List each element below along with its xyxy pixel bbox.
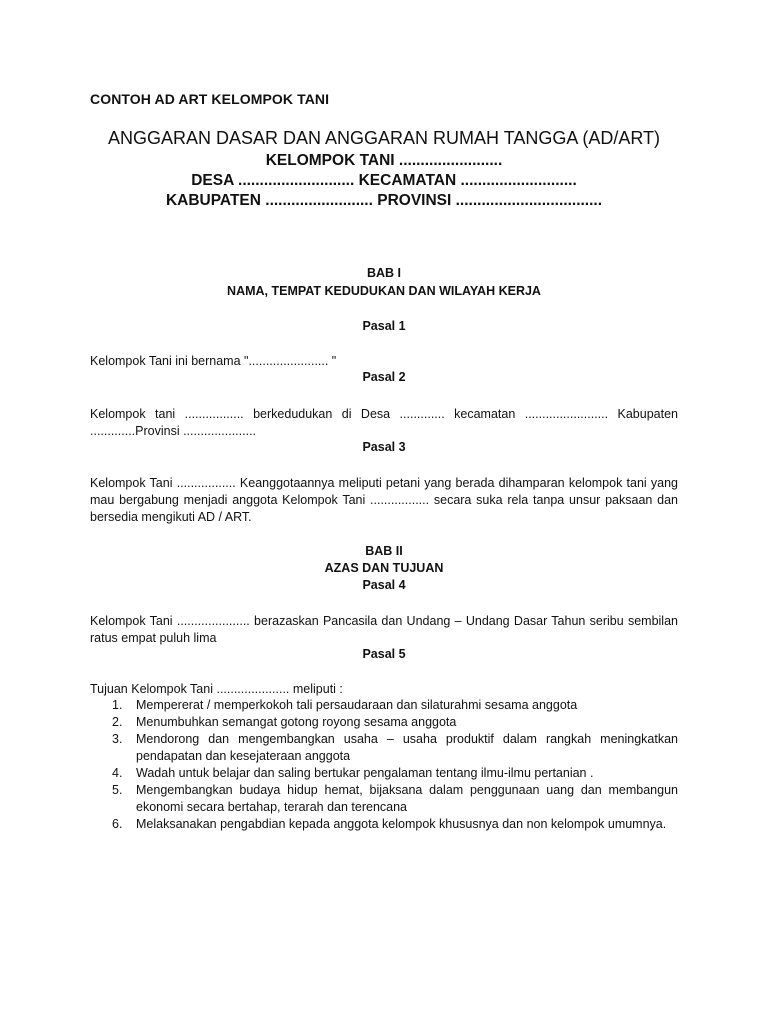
list-item [90, 731, 678, 765]
list-item [90, 782, 678, 816]
list-item-number: 6. [112, 817, 123, 831]
list-item-text: Mendorong dan mengembangkan usaha – usaha produktif dalam rangkah meningkatkan pendapatan dan kesejateraan anggota [136, 732, 678, 763]
bab2-label: BAB II [365, 544, 403, 558]
list-item [90, 714, 678, 731]
bab1-label: BAB I [366, 266, 402, 280]
pasal1-text: Kelompok Tani ini bernama "....................... " [90, 354, 337, 368]
list-item [90, 697, 678, 714]
pasal3-text: Kelompok Tani ................. Keanggotaannya meliputi petani yang berada dihamparan kelompok tani yang mau bergabung menjadi anggota Kelompok Tani ................. secara suka rela tanpa unsur paksaan dan bersedia mengikuti AD / ART. [90, 476, 678, 524]
pasal4-label: Pasal 4 [362, 578, 406, 592]
pasal3-label: Pasal 3 [362, 440, 406, 454]
list-item-text: Melaksanakan pengabdian kepada anggota kelompok khususnya dan non kelompok umumnya. [136, 817, 667, 831]
tujuan-list [90, 697, 678, 833]
title-desa-line: DESA ........................... KECAMATAN ........................... [191, 172, 577, 189]
pasal2-text-line1: Kelompok tani ................. berkedudukan di Desa ............. kecamatan ........................ Kabupaten [90, 407, 678, 421]
title-kabupaten-line: KABUPATEN ......................... PROVINSI .................................. [165, 192, 603, 209]
pasal5-intro: Tujuan Kelompok Tani ..................... meliputi : [90, 682, 343, 696]
list-item-text: Menumbuhkan semangat gotong royong sesama anggota [136, 715, 457, 729]
pasal2-label: Pasal 2 [362, 370, 406, 384]
bab1-heading: NAMA, TEMPAT KEDUDUKAN DAN WILAYAH KERJA [227, 284, 541, 298]
list-item-number: 3. [112, 732, 123, 746]
pasal4-text: Kelompok Tani ..................... berazaskan Pancasila dan Undang – Undang Dasar Tahun seribu sembilan ratus empat puluh lima [90, 614, 678, 645]
document-title: ANGGARAN DASAR DAN ANGGARAN RUMAH TANGGA (AD/ART) [107, 128, 661, 148]
list-item-text: Wadah untuk belajar dan saling bertukar pengalaman tentang ilmu-ilmu pertanian . [136, 766, 594, 780]
pasal5-label: Pasal 5 [362, 647, 406, 661]
list-item-number: 4. [112, 766, 123, 780]
document-label: CONTOH AD ART KELOMPOK TANI [90, 91, 330, 107]
list-item [90, 816, 678, 833]
title-kelompok-line: KELOMPOK TANI ........................ [265, 152, 503, 169]
list-item-text: Mempererat / memperkokoh tali persaudaraan dan silaturahmi sesama anggota [136, 698, 578, 712]
bab2-heading: AZAS DAN TUJUAN [324, 561, 444, 575]
list-item-text: Mengembangkan budaya hidup hemat, bijaksana dalam penggunaan uang dan membangun ekonomi secara bertahap, terarah dan terencana [136, 783, 678, 814]
pasal1-label: Pasal 1 [362, 319, 406, 333]
list-item-number: 5. [112, 783, 123, 797]
pasal2-text-line2: .............Provinsi ..................... [90, 424, 257, 438]
list-item-number: 2. [112, 715, 123, 729]
list-item-number: 1. [112, 698, 123, 712]
list-item [90, 765, 678, 782]
